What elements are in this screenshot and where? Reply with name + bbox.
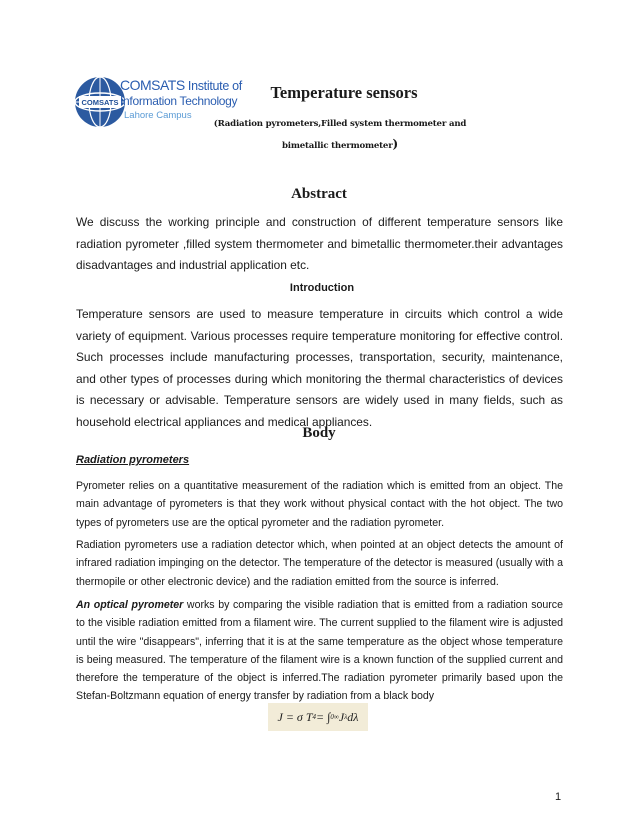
logo-line1-rest: Institute of: [187, 79, 242, 93]
subtitle-close-paren: ): [392, 137, 399, 151]
subtitle-line1: (Radiation pyrometers,Filled system thermometer and: [213, 119, 467, 129]
page-number: 1: [555, 791, 562, 803]
subtitle-line2: [200, 134, 480, 156]
logo-line3: Lahore Campus: [124, 110, 192, 121]
introduction-paragraph: Temperature sensors are used to measure temperature in circuits which control a wide variety of equipment. Various processes require temperature monitoring for effective control. Such processes include manufacturing processes, transportation, security, maintenance, and other types of processes during which monitoring the thermal characteristics of devices is necessary or advisable. Temperature sensors are widely used in many fields, such as household electrical appliances and medical appliances.: [76, 307, 563, 429]
logo-line2: Information Technology: [120, 94, 238, 108]
radiation-pyrometers-label: Radiation pyrometers: [76, 454, 190, 466]
optical-pyrometer-term: An optical pyrometer: [76, 599, 184, 611]
introduction-heading: Introduction: [289, 282, 355, 294]
pyrometer-paragraph-3: [76, 596, 563, 706]
document-subtitle: [200, 114, 480, 156]
logo-globe-text: COMSATS: [81, 98, 119, 107]
abstract-heading: Abstract: [291, 186, 347, 202]
stefan-boltzmann-formula: J = σ T 4 = ∫ 0 ∞ J λ dλ: [268, 703, 368, 731]
document-title: Temperature sensors: [270, 83, 418, 102]
pyrometer-paragraph-1: Pyrometer relies on a quantitative measurement of the radiation which is emitted from an object. The main advantage of pyrometers is that they work without physical contact with the hot object. The two types of pyrometers use are the optical pyrometer and the radiation pyrometer.: [76, 480, 563, 529]
pyrometer-paragraph-2: Radiation pyrometers use a radiation detector which, when pointed at an object detects the amount of infrared radiation impinging on the detector. The temperature of the detector is measured (usually with a thermopile or other electronic device) and the radiation emitted from the source is inferred.: [76, 539, 563, 588]
body-heading: Body: [302, 425, 336, 441]
subtitle-line2-text: bimetallic thermometer: [281, 141, 393, 151]
abstract-paragraph: We discuss the working principle and construction of different temperature sensors like radiation pyrometer ,filled system thermometer and bimetallic thermometer.their advantages disadvantages and industrial application etc.: [76, 215, 563, 273]
logo-brand: COMSATS: [120, 77, 185, 93]
pyrometer-paragraph-3-text: works by comparing the visible radiation that is emitted from a radiation source to the visible radiation emitted from a filament wire. The current supplied to the filament wire is adjusted until the wire "disappears", inferring that it is at the same temperature as the object whose temperature is being measured. The temperature of the filament wire is a known function of the supplied current and therefore the temperature of the object is inferred.The radiation pyrometer primarily based upon the Stefan-Boltzmann equation of energy transfer by radiation from a black body: [76, 599, 563, 703]
comsats-logo: [74, 72, 242, 134]
